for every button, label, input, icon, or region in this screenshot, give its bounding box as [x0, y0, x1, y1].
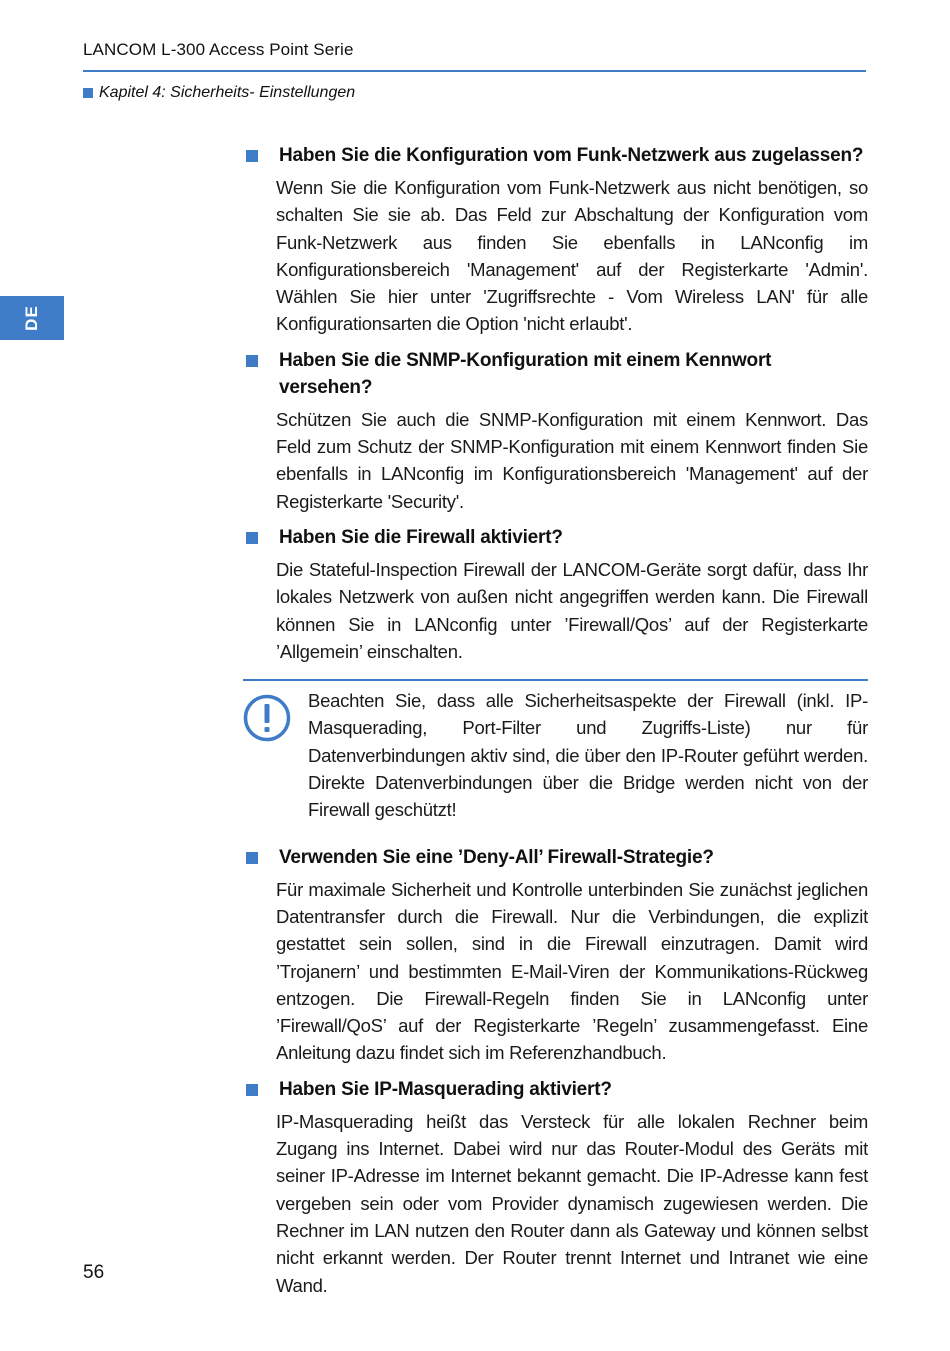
language-tab — [0, 296, 64, 340]
bullet-square-icon — [246, 532, 258, 544]
answer-text: Für maximale Sicherheit und Kontrolle unterbinden Sie zunächst jeglichen Datentransfer durch die Firewall. Nur die Verbindungen, die explizit gestattet sein sollen, sind in die Firewall einzutragen. Damit wird ’Trojanern’ und bestimmten E-Mail-Viren der Kommunikations-Rückweg entzogen. Die Firewall-Regeln finden Sie in LANconfig unter ’Firewall/QoS’ auf der Registerkarte ’Regeln’ zusammengefasst. Eine Anleitung dazu findet sich im Referenzhandbuch. — [276, 878, 868, 1064]
language-tab-label: DE — [22, 305, 41, 331]
header-divider — [83, 70, 866, 72]
faq-item — [243, 524, 868, 665]
faq-item — [243, 142, 868, 338]
page-number: 56 — [83, 1262, 105, 1283]
faq-item — [243, 1076, 868, 1299]
faq-question — [243, 142, 868, 169]
bullet-square-icon — [83, 88, 93, 98]
faq-item — [243, 347, 868, 515]
bullet-square-icon — [246, 1084, 258, 1096]
answer-text: Die Stateful-Inspection Firewall der LANCOM-Geräte sorgt dafür, dass Ihr lokales Netzwerk von außen nicht angegriffen werden kann. Die Firewall können Sie in LANconfig unter ’Firewall/Qos’ auf der Registerkarte ’Allgemein’ einschalten. — [276, 558, 868, 662]
answer-text: Schützen Sie auch die SNMP-Konfiguration mit einem Kennwort. Das Feld zum Schutz der SNMP-Konfiguration mit einem Kennwort finden Sie ebenfalls in LANconfig im Konfigurationsbereich 'Management' auf der Registerkarte 'Security'. — [276, 408, 868, 512]
bullet-square-icon — [246, 355, 258, 367]
question-text: Haben Sie die SNMP-Konfiguration mit einem Kennwort versehen? — [279, 349, 772, 398]
faq-question — [243, 844, 868, 871]
answer-text: IP-Masquerading heißt das Versteck für alle lokalen Rechner beim Zugang ins Internet. Dabei wird nur das Router-Modul des Geräts mit seiner IP-Adresse im Internet bekannt gemacht. Die IP-Adresse kann fest vergeben sein oder vom Provider dynamisch zugewiesen werden. Die Rechner im LAN nutzen den Router dann als Gateway und können selbst nicht erkannt werden. Der Router trennt Internet und Intranet wie eine Wand. — [276, 1110, 868, 1296]
question-text: Haben Sie die Konfiguration vom Funk-Netzwerk aus zugelassen? — [279, 145, 864, 166]
answer-text: Wenn Sie die Konfiguration vom Funk-Netzwerk aus nicht benötigen, so schalten Sie sie ab. Das Feld zur Abschaltung der Konfiguration vom Funk-Netzwerk aus finden Sie ebenfalls in LANconfig im Konfigurationsbereich 'Management' auf der Registerkarte 'Admin'. Wählen Sie hier unter 'Zugriffsrechte - Vom Wireless LAN' für alle Konfigurationsarten die Option 'nicht erlaubt'. — [276, 177, 868, 335]
page-content — [243, 142, 868, 1308]
faq-question — [243, 347, 868, 401]
notice-text: Beachten Sie, dass alle Sicherheitsaspekte der Firewall (inkl. IP-Masquerading, Port-Filter und Zugriffs-Liste) nur für Datenverbindungen aktiv sind, die über den IP-Router geführt werden. Direkte Datenverbindungen über die Bridge werden nicht von der Firewall geschützt! — [308, 690, 868, 821]
question-text: Haben Sie IP-Masquerading aktiviert? — [279, 1078, 612, 1100]
faq-question — [243, 1076, 868, 1103]
running-header-title: LANCOM L-300 Access Point Serie — [83, 40, 354, 59]
question-text: Verwenden Sie eine ’Deny-All’ Firewall-Strategie? — [279, 846, 714, 868]
question-text: Haben Sie die Firewall aktiviert? — [279, 526, 563, 548]
bullet-square-icon — [246, 150, 258, 162]
faq-question — [243, 524, 868, 551]
chapter-title: Kapitel 4: Sicherheits- Einstellungen — [99, 84, 356, 101]
bullet-square-icon — [246, 852, 258, 864]
chapter-heading — [83, 84, 355, 102]
faq-item — [243, 844, 868, 1067]
warning-exclamation-icon — [243, 694, 291, 742]
notice-box — [243, 679, 868, 823]
